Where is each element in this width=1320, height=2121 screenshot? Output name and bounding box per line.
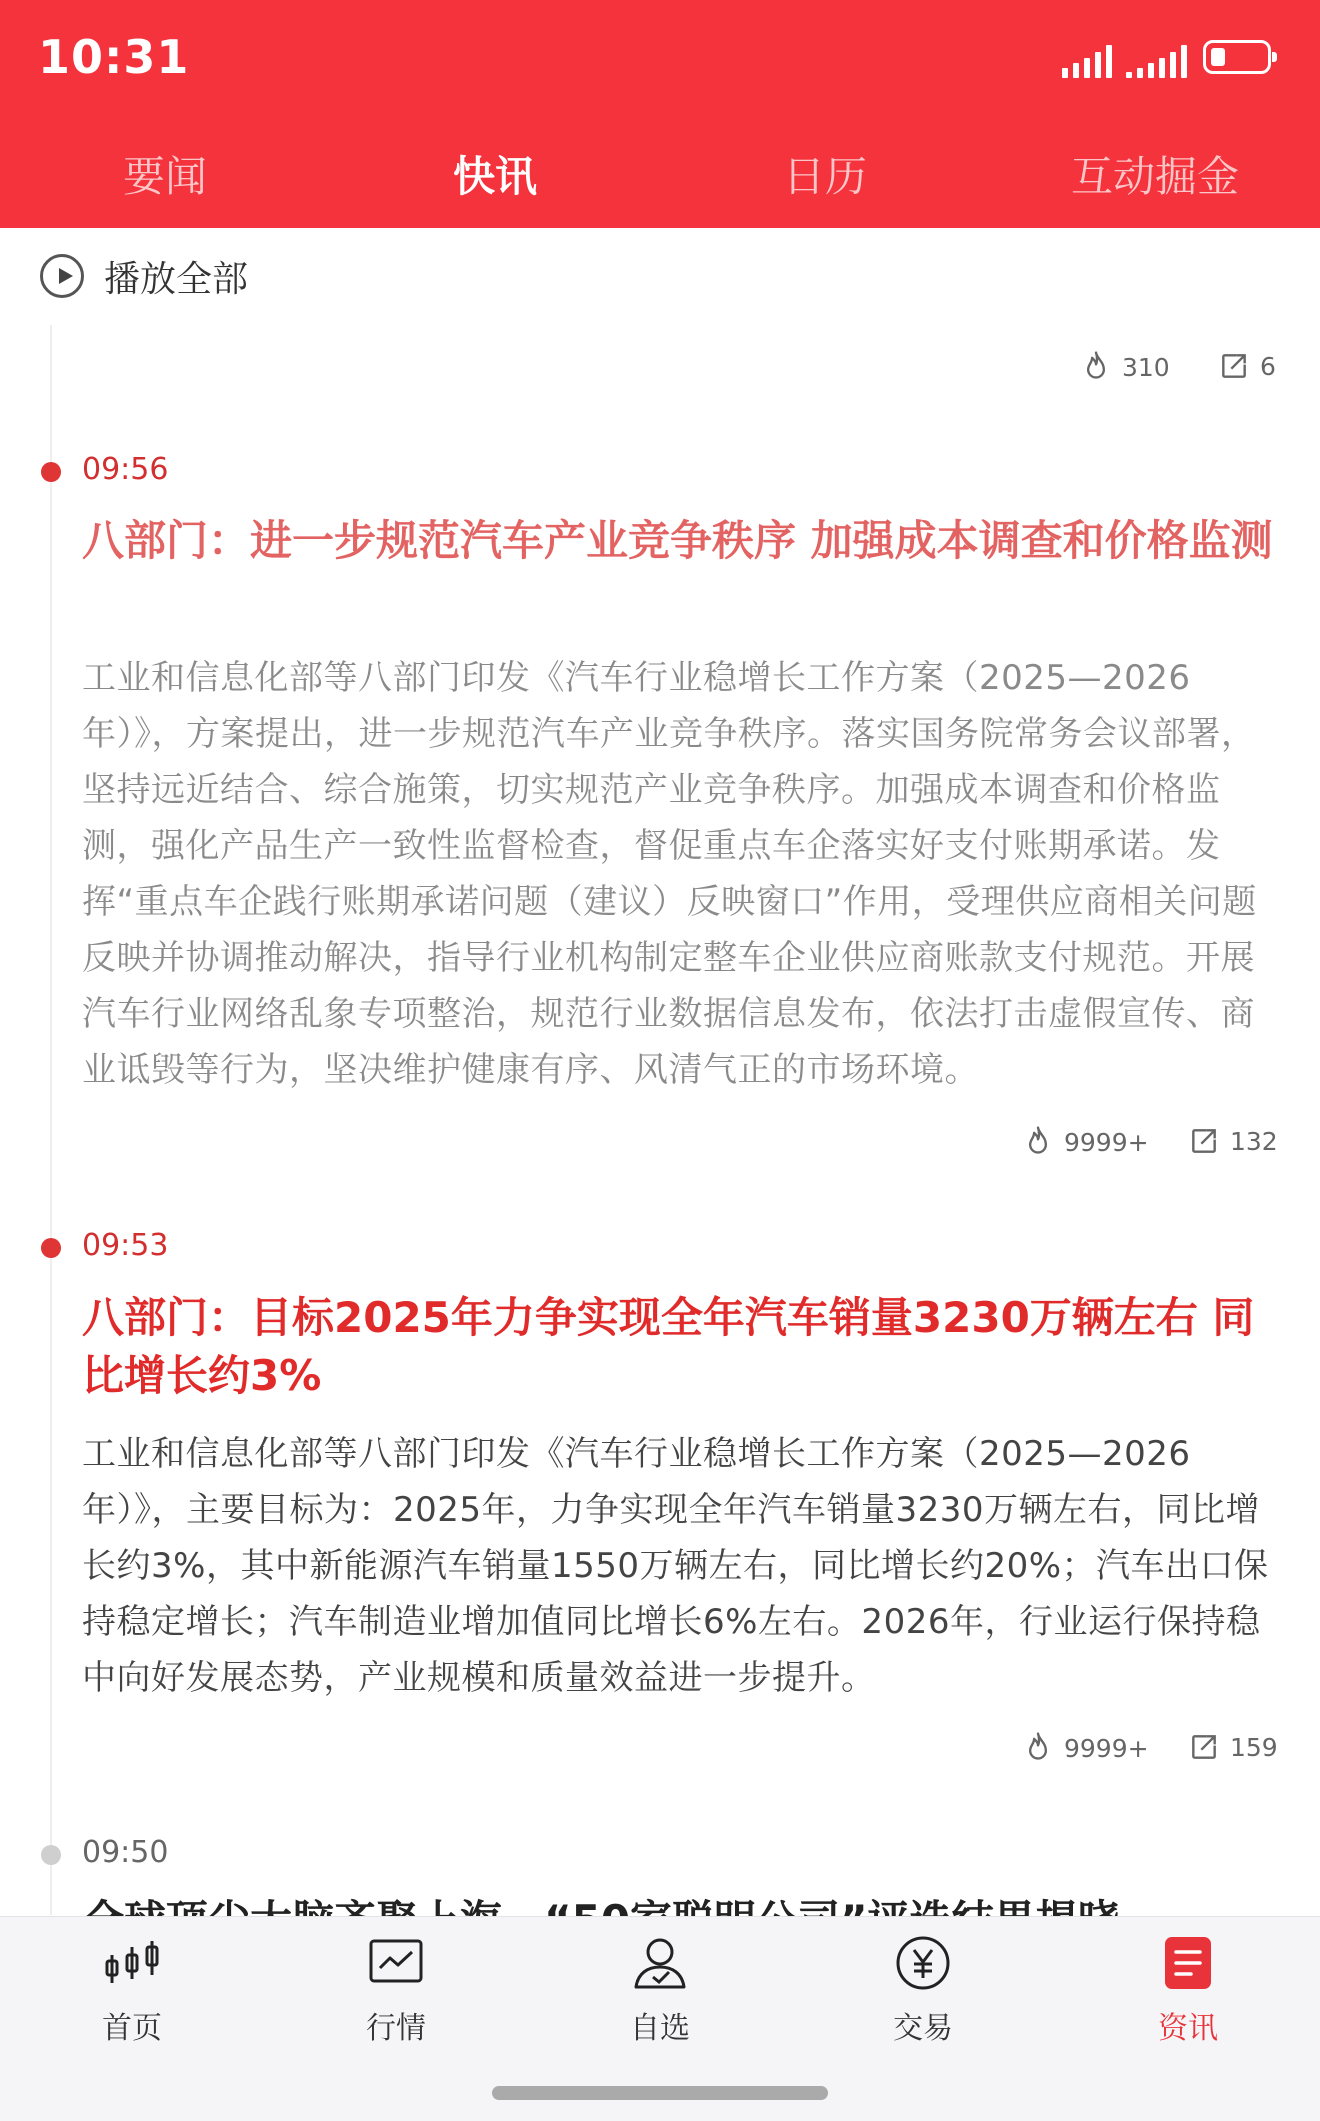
nav-label: 资讯 (1158, 2011, 1218, 2046)
tab-interactive[interactable]: 互动掘金 (1070, 152, 1239, 201)
nav-trade[interactable] (843, 1931, 1003, 2047)
candlestick-icon (100, 1931, 164, 1995)
nav-watchlist[interactable] (580, 1931, 740, 2047)
share-icon (1188, 1125, 1220, 1157)
signal-icon (1062, 40, 1112, 78)
battery-icon (1203, 40, 1271, 74)
news-time: 09:50 (82, 1835, 169, 1870)
timeline-dot (41, 462, 61, 482)
timeline-dot (41, 1845, 61, 1865)
timeline-dot (41, 1238, 61, 1258)
news-body[interactable]: 工业和信息化部等八部门印发《汽车行业稳增长工作方案（2025—2026年）》，方案提出，进一步规范汽车产业竞争秩序。落实国务院常务会议部署，坚持远近结合、综合施策，切实规范产业竞争秩序。加强成本调查和价格监测，强化产品生产一致性监督检查，督促重点车企落实好支付账期承诺。发挥“重点车企践行账期承诺问题（建议）反映窗口”作用，受理供应商相关问题反映并协调推动解决，指导行业机构制定整车企业供应商账款支付规范。开展汽车行业网络乱象专项整治，规范行业数据信息发布，依法打击虚假宣传、商业诋毁等行为，坚决维护健康有序、风清气正的市场环境。 (82, 658, 1257, 1090)
nav-label: 自选 (630, 2011, 690, 2046)
share-count[interactable]: 132 (1188, 1125, 1278, 1157)
news-title[interactable]: 八部门：目标2025年力争实现全年汽车销量3230万辆左右 同比增长约3% (82, 1293, 1255, 1400)
play-all-label: 播放全部 (104, 258, 249, 300)
play-all-button[interactable] (40, 250, 248, 302)
hot-count[interactable]: 9999+ (1022, 1125, 1149, 1159)
nav-news[interactable] (1108, 1931, 1268, 2047)
tab-headlines[interactable]: 要闻 (122, 152, 207, 201)
tab-calendar[interactable]: 日历 (782, 152, 867, 201)
status-time: 10:31 (38, 30, 190, 84)
news-body[interactable]: 工业和信息化部等八部门印发《汽车行业稳增长工作方案（2025—2026年）》，主要目标为：2025年，力争实现全年汽车销量3230万辆左右，同比增长约3%，其中新能源汽车销量1550万辆左右，同比增长约20%；汽车出口保持稳定增长；汽车制造业增加值同比增长6%左右。2026年，行业运行保持稳中向好发展态势，产业规模和质量效益进一步提升。 (82, 1434, 1269, 1698)
flame-icon (1022, 1125, 1054, 1159)
share-icon (1218, 350, 1250, 382)
flame-icon (1080, 350, 1112, 384)
news-doc-icon (1156, 1931, 1220, 1995)
hot-count[interactable]: 9999+ (1022, 1731, 1149, 1765)
hot-count[interactable]: 310 (1080, 350, 1170, 384)
news-title[interactable]: 八部门：进一步规范汽车产业竞争秩序 加强成本调查和价格监测 (82, 516, 1273, 565)
timeline-line (50, 325, 52, 1915)
nav-label: 首页 (102, 2011, 162, 2046)
share-count[interactable]: 159 (1188, 1731, 1278, 1763)
signal-icon (1126, 40, 1187, 78)
yuan-coin-icon (891, 1931, 955, 1995)
app-header (0, 0, 1320, 228)
nav-home[interactable] (52, 1931, 212, 2047)
tab-flash-news[interactable]: 快讯 (452, 152, 537, 201)
share-count[interactable]: 6 (1218, 350, 1276, 382)
nav-label: 交易 (893, 2011, 953, 2046)
watchlist-person-icon (628, 1931, 692, 1995)
top-tabs (0, 128, 1320, 218)
news-time: 09:56 (82, 452, 169, 487)
news-time: 09:53 (82, 1228, 169, 1263)
market-chart-icon (364, 1931, 428, 1995)
nav-label: 行情 (366, 2011, 426, 2046)
flame-icon (1022, 1731, 1054, 1765)
nav-market[interactable] (316, 1931, 476, 2047)
share-icon (1188, 1731, 1220, 1763)
play-icon (40, 254, 84, 298)
home-indicator[interactable] (492, 2086, 828, 2100)
status-bar (0, 0, 1320, 118)
